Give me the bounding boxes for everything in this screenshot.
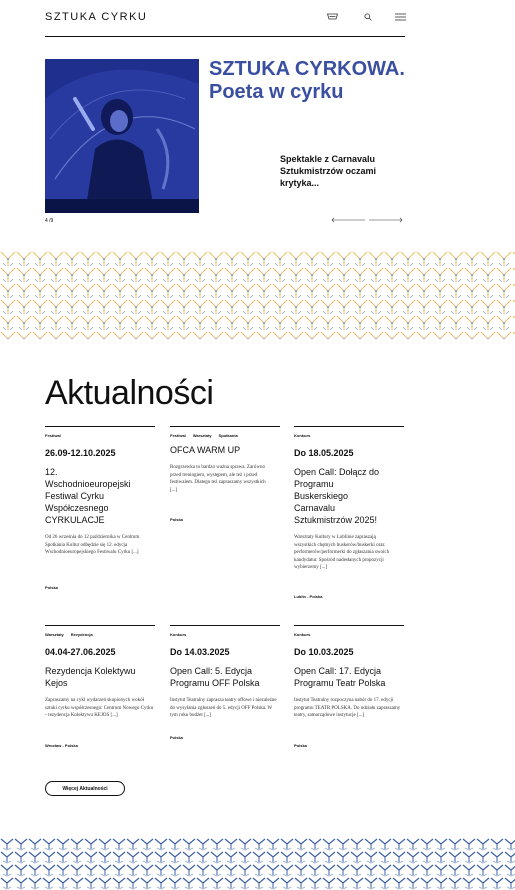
decorative-pattern-band	[0, 251, 515, 339]
card-title[interactable]: Open Call: Dołącz do Programu Buskerskiego Carnavalu Sztukmistrzów 2025!	[294, 467, 380, 525]
tag[interactable]: Festiwal	[170, 433, 186, 438]
more-news-button[interactable]: Więcej Aktualności	[45, 781, 125, 796]
tag[interactable]: Festiwal	[45, 433, 61, 438]
hero-title[interactable]: SZTUKA CYRKOWA. Poeta w cyrku	[209, 58, 405, 103]
card-date: Do 14.03.2025	[170, 647, 230, 657]
tag[interactable]: Konkurs	[170, 632, 187, 637]
prev-arrow-icon[interactable]	[331, 214, 367, 226]
tag[interactable]: Spotkania	[218, 433, 238, 438]
menu-icon[interactable]	[392, 9, 408, 25]
site-logo[interactable]: SZTUKA CYRKU	[45, 11, 148, 23]
card-location: Polska	[170, 735, 183, 740]
card-date: 04.04-27.06.2025	[45, 647, 116, 657]
card-date: Do 10.03.2025	[294, 647, 354, 657]
next-arrow-icon[interactable]	[369, 214, 405, 226]
card-divider	[170, 426, 280, 427]
card-date: Do 18.05.2025	[294, 448, 354, 458]
card-description: Od 26 września do 12 października w Centrum Spotkania Kultur odbędzie się 12. edycja Wschodnioeuropejskiego Festiwalu Cyrku [...]	[45, 535, 140, 555]
card-location: Lublin - Polska	[294, 594, 323, 599]
cart-icon[interactable]	[324, 9, 340, 25]
card-divider	[294, 426, 404, 427]
tag[interactable]: Rezydencja	[70, 632, 93, 637]
news-card[interactable]	[170, 426, 280, 494]
card-title[interactable]: 12. Wschodnioeuropejski Festiwal Cyrku Współczesnego CYRKULACJE	[45, 467, 131, 525]
card-divider	[170, 625, 280, 626]
decorative-pattern-band-bottom	[0, 838, 515, 890]
search-icon[interactable]	[360, 9, 376, 25]
card-title[interactable]: OFCA WARM UP	[170, 445, 241, 455]
hero-subtitle: Spektakle z Carnavalu Sztukmistrzów oczami krytyka...	[280, 154, 377, 188]
card-description: Rozgrzewka to bardzo ważna sprawa. Zarówno przed treningiem, występem, ale też i przed festiwalem. Dlatego też zapraszamy wszystkich [...]	[170, 465, 266, 493]
card-title[interactable]: Rezydencja Kolektywu Kejos	[45, 666, 136, 688]
card-location: Polska	[294, 743, 307, 748]
hero-image[interactable]	[45, 59, 199, 213]
news-card[interactable]	[294, 625, 404, 720]
card-title[interactable]: Open Call: 17. Edycja Programu Teatr Polska	[294, 666, 386, 688]
card-description: Warsztaty Kultury w Lublinie zapraszają wszystkich chętnych buskerów/buskerki oraz performerów/performerki do zgłaszania swoich kandydatur. Spośród nadesłanych propozycji wybierzemy [...]	[294, 535, 390, 570]
card-location: Wrocław - Polska	[45, 743, 78, 748]
news-card[interactable]	[45, 426, 155, 557]
header-divider	[45, 36, 405, 37]
card-divider	[45, 426, 155, 427]
news-heading: Aktualności	[45, 374, 214, 412]
card-title[interactable]: Open Call: 5. Edycja Programu OFF Polska	[170, 666, 260, 688]
card-description: Instytut Teatralny zaprasza teatry offowe i niezależne do wysyłania zgłoszeń do 5. edycji OFF Polska. W tym roku budżet [...]	[170, 698, 277, 718]
tag[interactable]: Warsztaty	[45, 632, 64, 637]
slide-counter: 4 /9	[45, 218, 54, 224]
card-description: Zapraszamy na cykl wydarzeń skupionych wokół sztuki cyrku współczesnego: Centrum Nowego Cyrku - rezydencja Kolektywu KEJOS [...]	[45, 698, 154, 718]
card-divider	[45, 625, 155, 626]
news-card[interactable]	[170, 625, 280, 720]
news-card[interactable]	[294, 426, 404, 572]
tag[interactable]: Konkurs	[294, 632, 311, 637]
card-divider	[294, 625, 404, 626]
card-description: Instytut Teatralny rozpoczyna nabór do 17. edycji programu TEATR POLSKA. Do udziału zapraszamy teatry, samorządowe instytucje [...]	[294, 698, 401, 718]
tag[interactable]: Warsztaty	[192, 433, 212, 438]
card-date: 26.09-12.10.2025	[45, 448, 116, 458]
card-location: Polska	[45, 585, 58, 590]
card-location: Polska	[170, 517, 183, 522]
news-card[interactable]	[45, 625, 155, 720]
tag[interactable]: Konkurs	[294, 433, 311, 438]
